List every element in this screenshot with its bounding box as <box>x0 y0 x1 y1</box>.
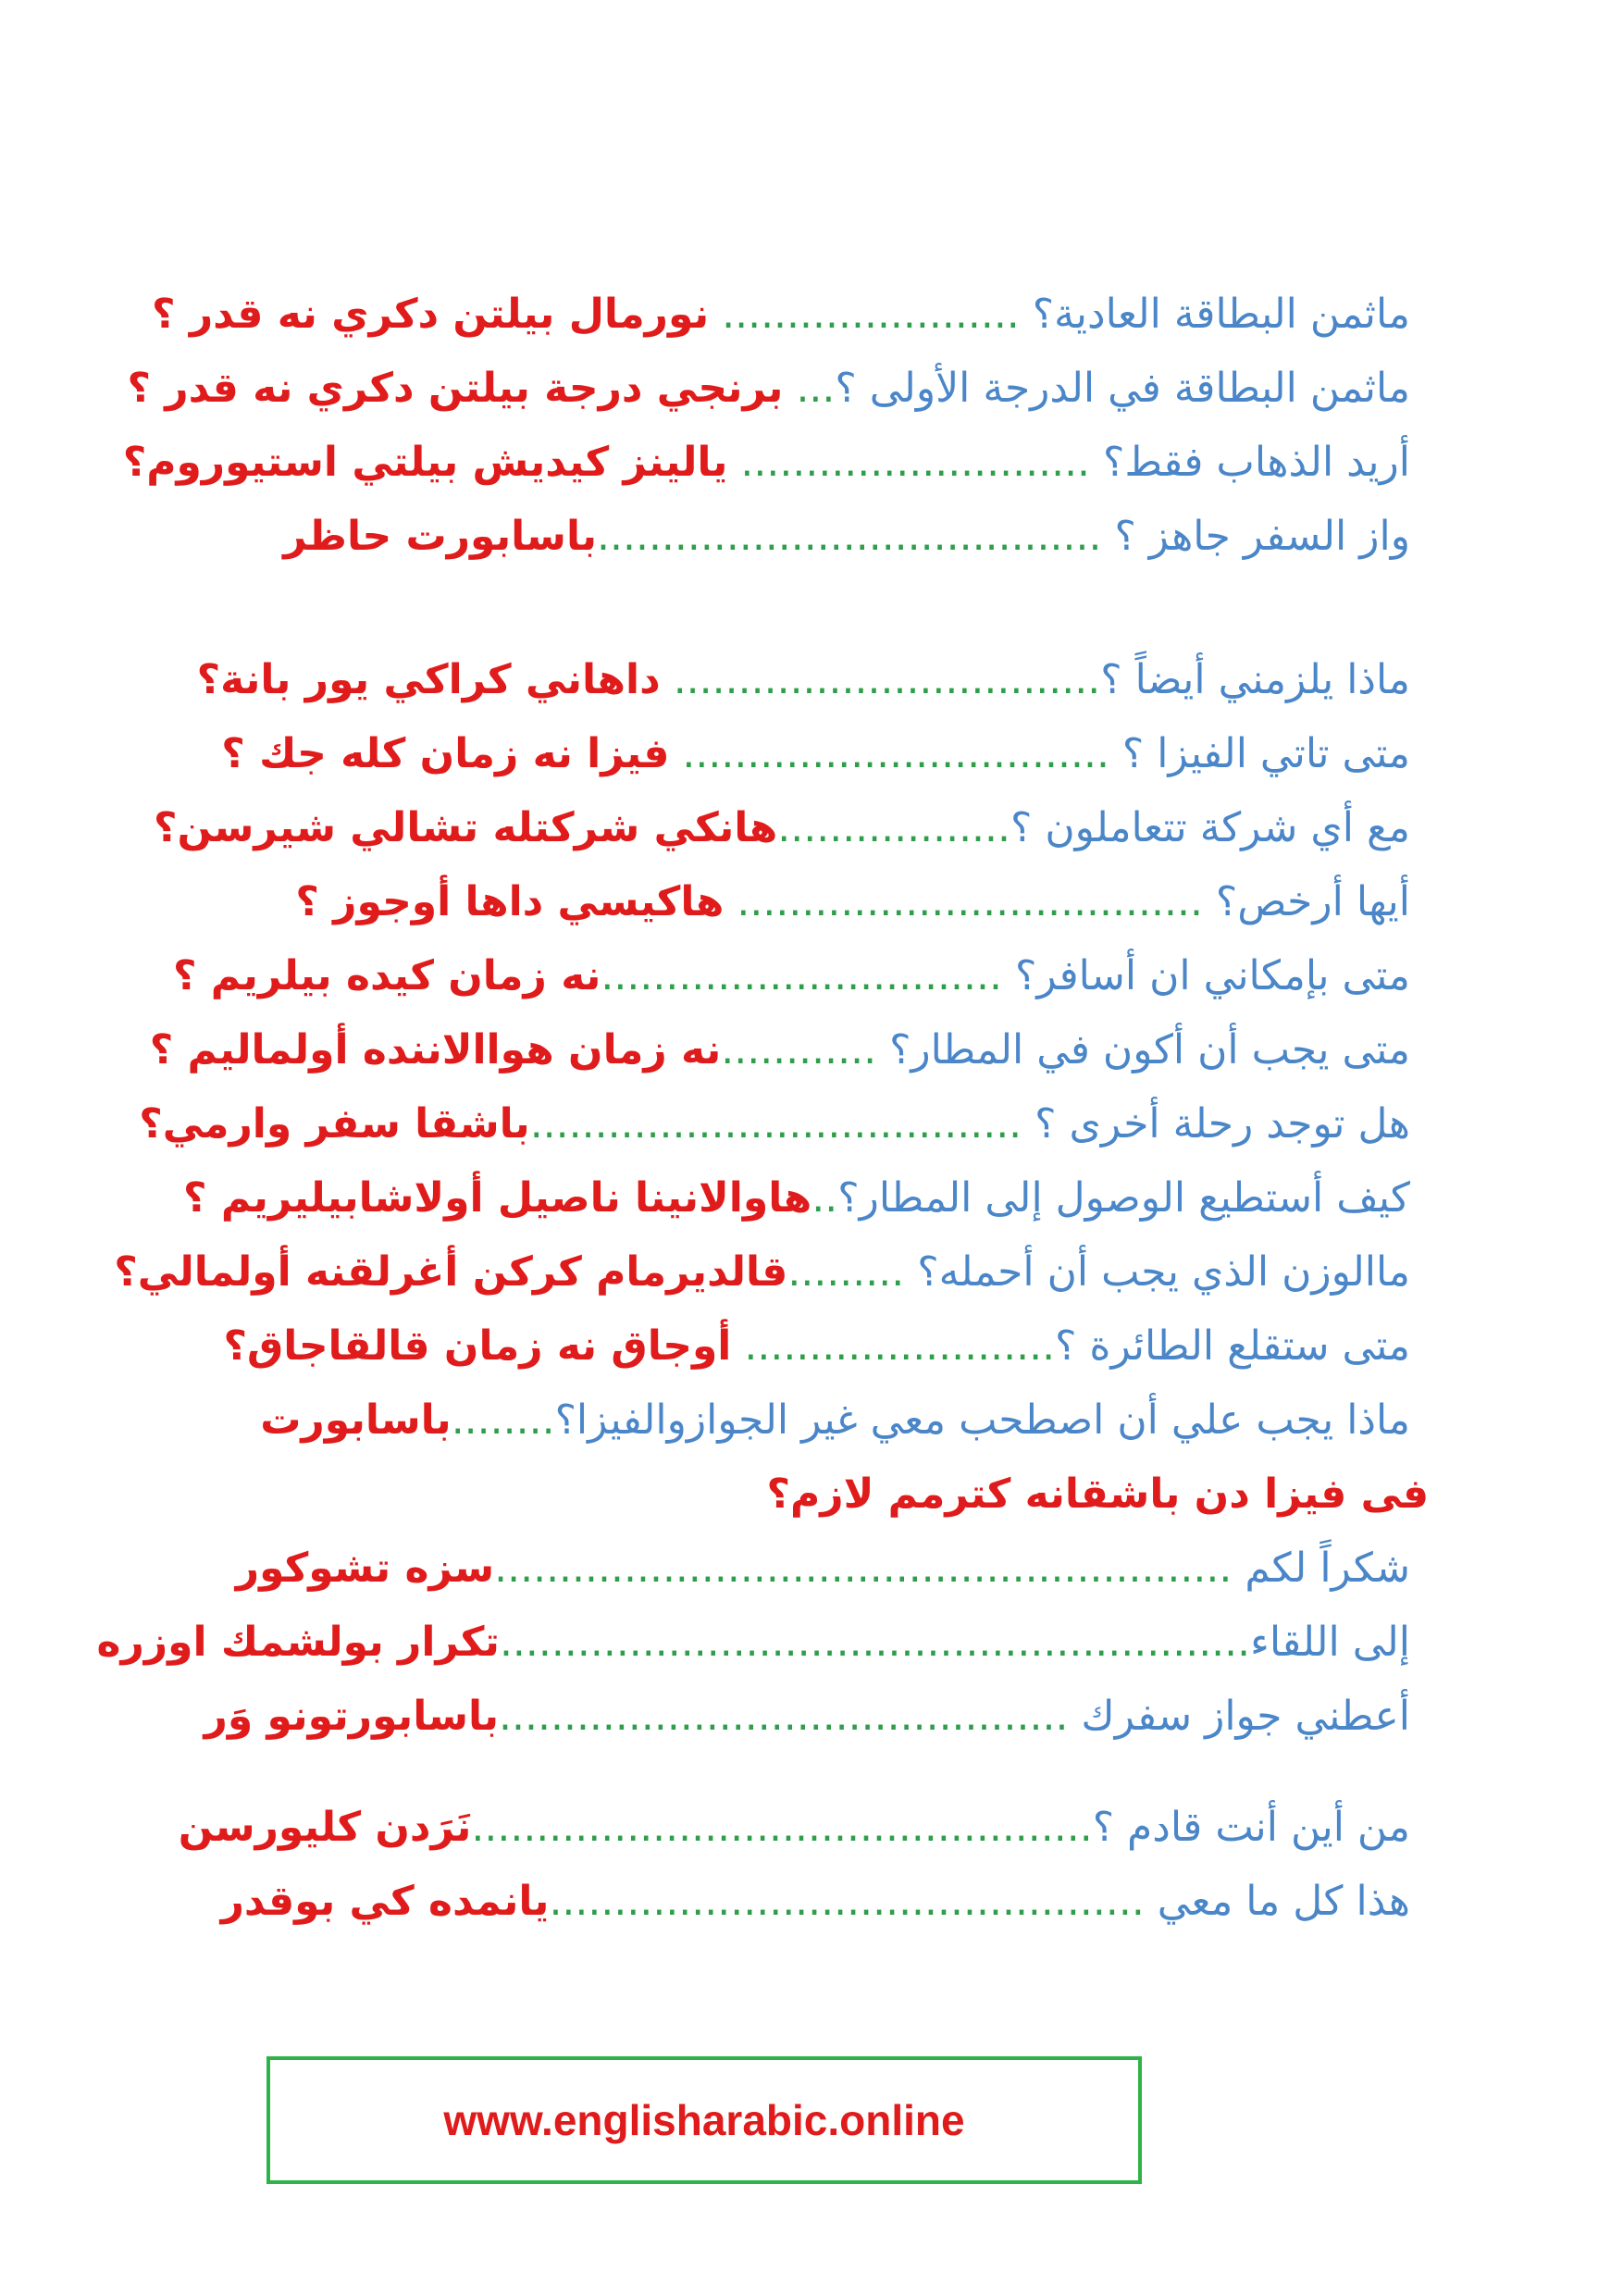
phrase-row <box>189 717 1410 791</box>
arabic-phrase: متى يجب أن أكون في المطار؟ <box>889 1026 1410 1074</box>
dot-leader: ......................................................... <box>494 1545 1245 1592</box>
turkish-translation: تكرار بولشمك اوزره <box>96 1619 500 1666</box>
phrase-row <box>189 500 1410 574</box>
dot-leader: ............ <box>721 1026 890 1074</box>
phrase-row <box>182 1161 1410 1235</box>
phrase-row <box>127 352 1410 426</box>
turkish-translation: أوجاق نه زمان قالقاجاق؟ <box>223 1322 732 1370</box>
dot-leader: ........................ <box>731 1322 1056 1370</box>
dot-leader: ......... <box>787 1248 918 1296</box>
dot-leader: .................. <box>777 804 1011 851</box>
arabic-phrase: من أين أنت قادم ؟ <box>1092 1804 1410 1851</box>
phrase-row <box>96 1606 1410 1680</box>
phrase-row <box>189 1680 1410 1754</box>
dot-leader: .. <box>812 1174 838 1222</box>
arabic-phrase: ماذا يجب علي أن اصطحب معي غير الجوازوالفيزا؟ <box>554 1396 1410 1444</box>
arabic-phrase: ماالوزن الذي يجب أن أحمله؟ <box>917 1248 1410 1296</box>
turkish-translation: نورمال بيلتن دكري نه قدر ؟ <box>152 291 710 338</box>
phrase-row <box>189 1532 1410 1606</box>
turkish-translation: سزه تشوكور <box>235 1545 495 1592</box>
dot-leader: .......................................................... <box>499 1619 1251 1666</box>
turkish-translation: نَرَدن كليورسن <box>178 1804 472 1851</box>
arabic-phrase: أيها أرخص؟ <box>1215 878 1410 925</box>
website-url[interactable]: www.englisharabic.online <box>443 2096 965 2144</box>
dot-leader: .................................... <box>724 878 1216 925</box>
turkish-translation-continued: فى فيزا دن باشقانه كترمم لازم؟ <box>766 1471 1429 1518</box>
arabic-phrase: مع أي شركة تتعاملون ؟ <box>1010 804 1410 851</box>
turkish-translation: نه زمان هوا‌الاننده أولماليم ؟ <box>149 1026 722 1074</box>
phrase-group-travel <box>114 643 1429 1606</box>
phrase-group-tickets <box>122 278 1410 574</box>
dot-leader: ... <box>783 365 836 412</box>
phrase-row-continuation <box>189 1458 1429 1532</box>
turkish-translation: باسابورت <box>260 1396 452 1444</box>
phrase-group-arrival <box>178 1791 1410 1939</box>
dot-leader: ....................... <box>709 291 1033 338</box>
turkish-translation: داهاني كراكي يور بانة؟ <box>196 656 661 703</box>
arabic-phrase: متى ستقلع الطائرة ؟ <box>1055 1322 1410 1370</box>
turkish-translation: برنجي درجة بيلتن دكري نه قدر ؟ <box>127 365 784 412</box>
arabic-phrase: أعطني جواز سفرك <box>1081 1693 1410 1740</box>
dot-leader: ................................. <box>660 656 1101 703</box>
turkish-translation: فيزا نه زمان كله جك ؟ <box>221 730 670 777</box>
arabic-phrase: واز السفر جاهز ؟ <box>1114 513 1410 560</box>
turkish-translation: يالينز كيديش بيلتي استيوروم؟ <box>122 439 728 486</box>
phrase-group-farewell <box>96 1606 1410 1754</box>
phrase-row <box>114 1235 1410 1309</box>
dot-leader: ...................................... <box>529 1100 1035 1148</box>
arabic-phrase: هذا كل ما معي <box>1157 1878 1410 1925</box>
turkish-translation: هاوا‌لانينا ناصيل أولاشابيليريم ؟ <box>182 1174 812 1222</box>
dot-leader: ....................................... <box>597 513 1115 560</box>
dot-leader: ........................... <box>727 439 1104 486</box>
arabic-phrase: متى تاتي الفيزا ؟ <box>1121 730 1410 777</box>
dot-leader: ................................................ <box>471 1804 1093 1851</box>
arabic-phrase: شكراً لكم <box>1245 1545 1410 1592</box>
phrase-row <box>122 426 1410 500</box>
phrase-row <box>189 1309 1410 1384</box>
turkish-translation: باسابورتونو وَر <box>204 1693 500 1740</box>
dot-leader: ................................. <box>669 730 1122 777</box>
dot-leader: ........ <box>451 1396 555 1444</box>
arabic-phrase: إلى اللقاء <box>1250 1619 1410 1666</box>
turkish-translation: هاكيسي داها أوجوز ؟ <box>295 878 725 925</box>
arabic-phrase: ماثمن البطاقة في الدرجة الأولى ؟ <box>835 365 1410 412</box>
arabic-phrase: أريد الذهاب فقط؟ <box>1103 439 1410 486</box>
phrase-row <box>139 1087 1410 1161</box>
website-box <box>266 2056 1142 2184</box>
arabic-phrase: ماثمن البطاقة العادية؟ <box>1032 291 1410 338</box>
dot-leader: ............................... <box>601 952 1015 999</box>
phrase-row <box>189 643 1410 717</box>
phrase-row <box>189 1865 1410 1939</box>
turkish-translation: قالديرمام كركن أغرلقنه أولمالي؟ <box>114 1248 788 1296</box>
arabic-phrase: متى بإمكاني ان أسافر؟ <box>1014 952 1410 999</box>
phrase-row <box>189 1384 1410 1458</box>
turkish-translation: يانمده كي بوقدر <box>220 1878 550 1925</box>
dot-leader: ............................................ <box>499 1693 1082 1740</box>
arabic-phrase: كيف أستطيع الوصول إلى المطار؟ <box>837 1174 1410 1222</box>
turkish-translation: نه زمان كيده بيلريم ؟ <box>172 952 601 999</box>
turkish-translation: باسابورت حاظر <box>283 513 597 560</box>
phrase-row <box>149 1013 1410 1087</box>
phrase-row <box>172 939 1410 1013</box>
phrase-row <box>152 278 1410 352</box>
turkish-translation: هانكي شركتله تشالي شيرسن؟ <box>153 804 778 851</box>
arabic-phrase: ماذا يلزمني أيضاً ؟ <box>1100 656 1410 703</box>
phrase-row <box>178 1791 1410 1865</box>
phrase-row <box>153 791 1410 865</box>
phrase-row <box>189 865 1410 939</box>
arabic-phrase: هل توجد رحلة أخرى ؟ <box>1035 1100 1410 1148</box>
dot-leader: .............................................. <box>549 1878 1158 1925</box>
turkish-translation: باشقا سفر وارمي؟ <box>139 1100 530 1148</box>
